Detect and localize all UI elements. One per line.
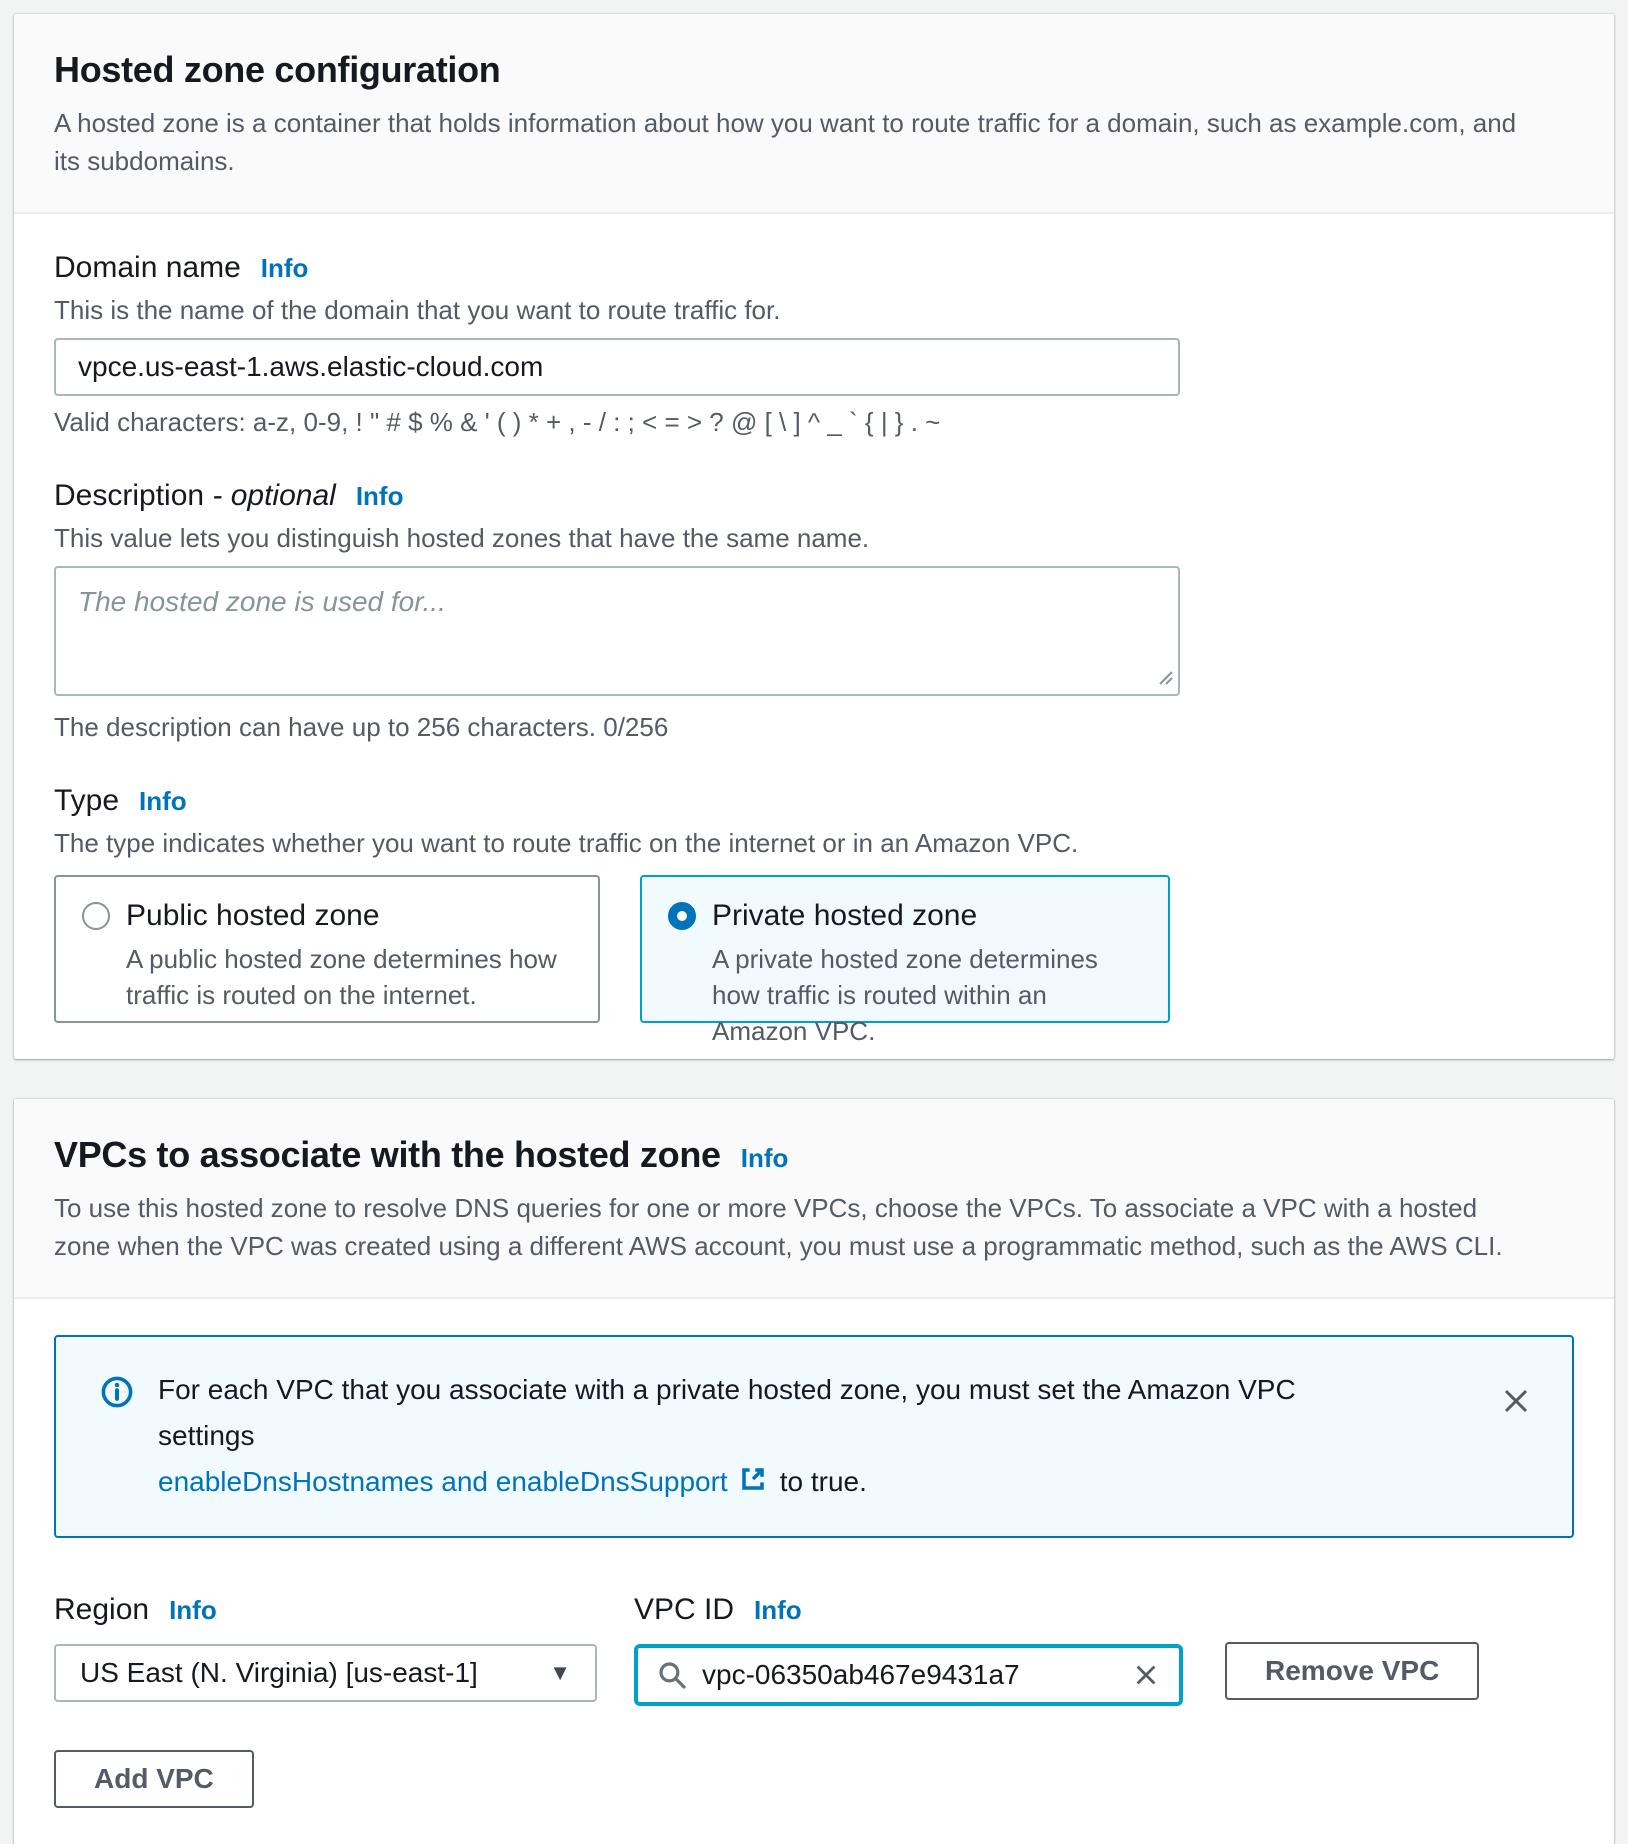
- external-link-icon[interactable]: [738, 1469, 768, 1500]
- hosted-zone-card-description: A hosted zone is a container that holds information about how you want to route traffic for a domain, such as example.com, and its subdomains.: [54, 108, 1517, 176]
- add-vpc-button[interactable]: Add VPC: [54, 1750, 254, 1808]
- vpcs-card-info-link[interactable]: Info: [740, 1143, 789, 1173]
- vpcs-card-title: VPCs to associate with the hosted zone: [54, 1134, 721, 1175]
- region-info-link[interactable]: Info: [169, 1595, 217, 1625]
- vpc-id-info-link[interactable]: Info: [754, 1595, 802, 1625]
- vpcs-card-header: [14, 1099, 1614, 1299]
- vpc-association-row: [54, 1592, 1574, 1706]
- type-info-link[interactable]: Info: [139, 786, 187, 816]
- public-hosted-zone-radio[interactable]: [82, 902, 110, 930]
- private-hosted-zone-tile[interactable]: [640, 875, 1170, 1046]
- domain-name-hint: Valid characters: a-z, 0-9, ! " # $ % & ' ( ) * + , - / : ; < = > ? @ [ \ ] ^ _ ` { | } . ~: [54, 407, 941, 437]
- region-selected-value: US East (N. Virginia) [us-east-1]: [80, 1657, 478, 1688]
- vpcs-card-body: [14, 1299, 1614, 1844]
- public-hosted-zone-tile[interactable]: [54, 875, 600, 1023]
- type-description: The type indicates whether you want to route traffic on the internet or in an Amazon VPC.: [54, 828, 1079, 858]
- alert-text-before-link: For each VPC that you associate with a private hosted zone, you must set the Amazon VPC settings: [158, 1374, 1296, 1451]
- region-select[interactable]: [54, 1644, 597, 1702]
- alert-message: [158, 1367, 1378, 1508]
- description-hint: The description can have up to 256 characters. 0/256: [54, 712, 669, 742]
- private-hosted-zone-description: A private hosted zone determines how traffic is routed within an Amazon VPC.: [712, 944, 1098, 1046]
- vpc-settings-info-alert: [54, 1335, 1574, 1538]
- description-textarea[interactable]: [54, 566, 1180, 696]
- vpc-id-label: VPC ID: [634, 1593, 735, 1626]
- vpc-id-search-box: [634, 1644, 1183, 1706]
- description-label: Description - optional: [54, 479, 336, 512]
- domain-name-field: [54, 250, 1574, 438]
- hosted-zone-configuration-card: [14, 14, 1614, 1059]
- description-info-link[interactable]: Info: [355, 481, 404, 511]
- page: [0, 14, 1628, 1794]
- hosted-zone-card-header: [14, 14, 1614, 214]
- vpcs-to-associate-card: [14, 1099, 1614, 1844]
- description-char-counter: 0/256: [603, 712, 669, 742]
- description-field: [54, 478, 1574, 743]
- enable-dns-settings-link[interactable]: enableDnsHostnames and enableDnsSupport: [158, 1466, 728, 1497]
- info-circle-icon: [100, 1375, 134, 1414]
- alert-close-icon[interactable]: [1490, 1375, 1542, 1430]
- private-hosted-zone-title: Private hosted zone: [712, 899, 978, 932]
- type-label: Type: [54, 784, 120, 817]
- description-field-description: This value lets you distinguish hosted zones that have the same name.: [54, 523, 870, 553]
- region-field: [54, 1592, 597, 1702]
- vpc-id-input[interactable]: [702, 1659, 1117, 1691]
- domain-name-info-link[interactable]: Info: [260, 253, 309, 283]
- textarea-resize-handle-icon[interactable]: [1156, 668, 1174, 691]
- public-hosted-zone-title: Public hosted zone: [126, 899, 380, 932]
- hosted-zone-card-title: Hosted zone configuration: [54, 49, 501, 90]
- domain-name-input[interactable]: [54, 338, 1180, 396]
- public-hosted-zone-description: A public hosted zone determines how traffic is routed on the internet.: [126, 944, 557, 1010]
- region-label: Region: [54, 1593, 150, 1626]
- hosted-zone-card-body: [14, 214, 1614, 1059]
- private-hosted-zone-radio[interactable]: [668, 902, 696, 930]
- type-field: [54, 783, 1574, 1046]
- remove-vpc-button[interactable]: Remove VPC: [1225, 1642, 1479, 1700]
- domain-name-description: This is the name of the domain that you want to route traffic for.: [54, 295, 781, 325]
- clear-input-icon[interactable]: [1131, 1660, 1161, 1690]
- search-icon: [656, 1659, 688, 1691]
- chevron-down-icon: ▼: [549, 1660, 571, 1685]
- vpc-id-field: [634, 1592, 1183, 1706]
- domain-name-label: Domain name: [54, 251, 241, 284]
- alert-text-after-link: to true.: [779, 1466, 867, 1497]
- vpcs-card-description: To use this hosted zone to resolve DNS queries for one or more VPCs, choose the VPCs. To associate a VPC with a hosted zone when the VPC was created using a different AWS account, you must use a programmatic method, such as the AWS CLI.: [54, 1193, 1503, 1261]
